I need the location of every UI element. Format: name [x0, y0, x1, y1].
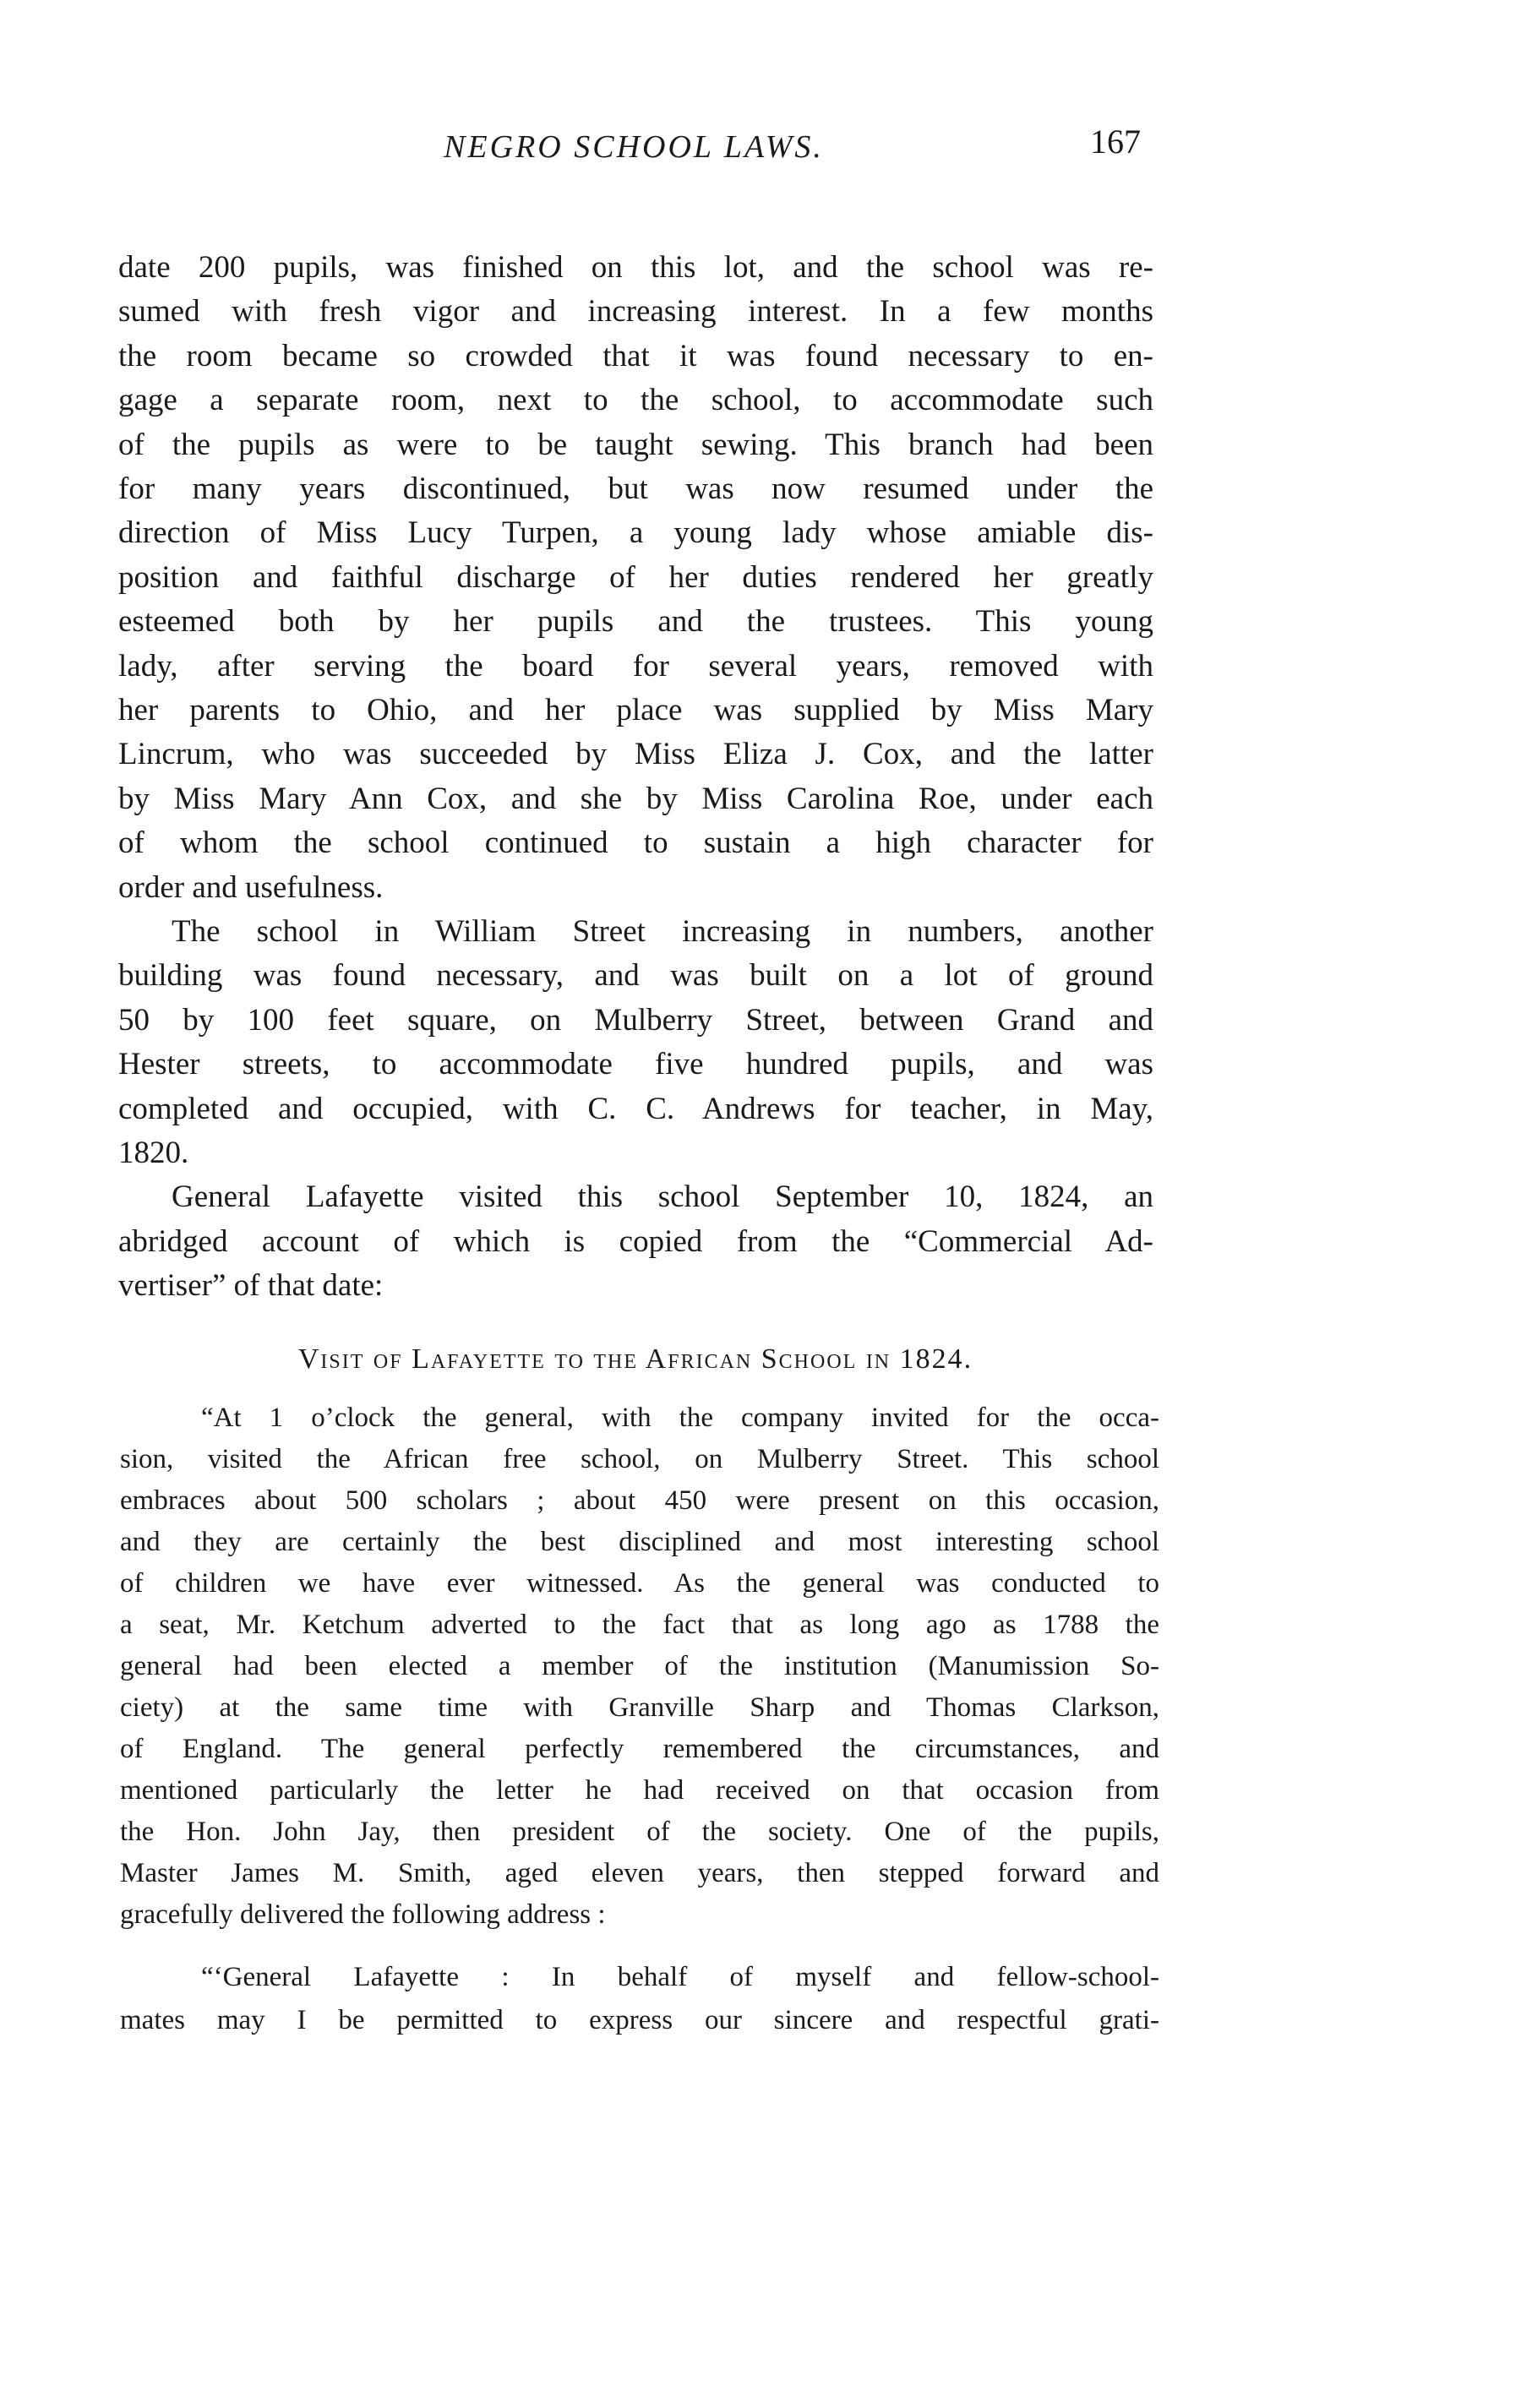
body-text-line: abridged account of which is copied from the “Commercial Ad-	[118, 1223, 1153, 1259]
body-text-line: building was found necessary, and was built on a lot of ground	[118, 958, 1153, 994]
quote-text-line: sion, visited the African free school, on Mulberry Street. This school	[120, 1444, 1159, 1474]
body-text-line: esteemed both by her pupils and the trustees. This young	[118, 604, 1153, 640]
body-text-line: General Lafayette visited this school September 10, 1824, an	[172, 1179, 1153, 1215]
quote-text-line: of children we have ever witnessed. As the general was conducted to	[120, 1568, 1159, 1599]
body-text-line: gage a separate room, next to the school, to accommodate such	[118, 383, 1153, 418]
quote-text-line: mentioned particularly the letter he had received on that occasion from	[120, 1775, 1159, 1806]
quote-text-line: embraces about 500 scholars ; about 450 were present on this occasion,	[120, 1485, 1159, 1516]
body-text-line: lady, after serving the board for several years, removed with	[118, 648, 1153, 684]
page-number: 167	[1090, 123, 1141, 161]
body-text-line: vertiser” of that date:	[118, 1268, 384, 1304]
body-text-line: her parents to Ohio, and her place was supplied by Miss Mary	[118, 693, 1153, 727]
body-text-line: 50 by 100 feet square, on Mulberry Street, between Grand and	[118, 1002, 1153, 1038]
quote-text-line: and they are certainly the best disciplined and most interesting school	[120, 1527, 1159, 1557]
body-text-line: date 200 pupils, was finished on this lot, and the school was re-	[118, 250, 1153, 285]
quote-text-line: a seat, Mr. Ketchum adverted to the fact that as long ago as 1788 the	[120, 1610, 1159, 1640]
quote-text-line: Master James M. Smith, aged eleven years, then stepped forward and	[120, 1858, 1159, 1888]
section-subheading: Visit of Lafayette to the African School in 1824.	[297, 1343, 973, 1375]
running-header: NEGRO SCHOOL LAWS.	[444, 129, 824, 165]
body-text-line: The school in William Street increasing in numbers, another	[172, 914, 1153, 949]
body-text-line: Lincrum, who was succeeded by Miss Eliza J. Cox, and the latter	[118, 737, 1153, 772]
quote-text-line: “At 1 o’clock the general, with the company invited for the occa-	[201, 1403, 1159, 1433]
quote-text-line: gracefully delivered the following address :	[120, 1899, 606, 1930]
quote-text-line: “‘General Lafayette : In behalf of myself and fellow-school-	[201, 1962, 1159, 1992]
body-text-line: Hester streets, to accommodate five hundred pupils, and was	[118, 1047, 1153, 1082]
body-text-line: the room became so crowded that it was found necessary to en-	[118, 338, 1153, 373]
body-text-line: completed and occupied, with C. C. Andrews for teacher, in May,	[118, 1091, 1153, 1126]
quote-text-line: ciety) at the same time with Granville Sharp and Thomas Clarkson,	[120, 1692, 1159, 1723]
body-text-line: direction of Miss Lucy Turpen, a young lady whose amiable dis-	[118, 515, 1153, 551]
body-text-line: by Miss Mary Ann Cox, and she by Miss Carolina Roe, under each	[118, 781, 1153, 816]
body-text-line: position and faithful discharge of her duties rendered her greatly	[118, 559, 1153, 595]
body-text-line: for many years discontinued, but was now resumed under the	[118, 471, 1153, 506]
quote-text-line: of England. The general perfectly remembered the circumstances, and	[120, 1734, 1159, 1764]
quote-text-line: mates may I be permitted to express our sincere and respectful grati-	[120, 2005, 1159, 2035]
body-text-line: 1820.	[118, 1136, 189, 1170]
body-text-line: of the pupils as were to be taught sewing. This branch had been	[118, 427, 1153, 462]
body-text-line: of whom the school continued to sustain a high character for	[118, 825, 1153, 861]
quote-text-line: the Hon. John Jay, then president of the society. One of the pupils,	[120, 1817, 1159, 1847]
body-text-line: sumed with fresh vigor and increasing interest. In a few months	[118, 294, 1153, 330]
quote-text-line: general had been elected a member of the institution (Manumission So-	[120, 1651, 1159, 1681]
body-text-line: order and usefulness.	[118, 869, 384, 905]
